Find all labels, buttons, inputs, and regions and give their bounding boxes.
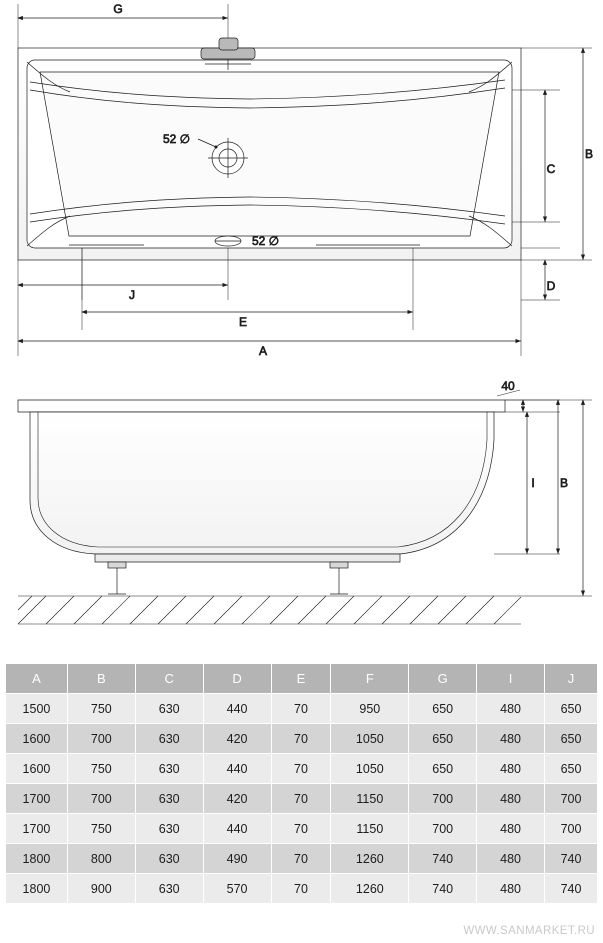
table-row [6,784,598,814]
cell-D: 440 [203,814,271,844]
table-row [6,874,598,904]
cell-I: 480 [477,814,545,844]
cell-I: 480 [477,724,545,754]
cell-F: 1260 [331,844,409,874]
dimension-label-G: G [113,2,123,16]
dimension-table [5,663,598,904]
cell-B: 700 [67,784,135,814]
dimension-label-F: E [238,315,248,329]
cell-A: 1600 [6,724,68,754]
cell-E: 70 [271,844,331,874]
cell-C: 630 [135,874,203,904]
cell-F: 1050 [331,724,409,754]
dimension-label-A: A [258,344,268,358]
cell-B: 900 [67,874,135,904]
cell-B: 750 [67,814,135,844]
annotation-rim-thickness: 40 [501,379,515,393]
cell-C: 630 [135,814,203,844]
cell-D: 490 [203,844,271,874]
cell-B: 750 [67,694,135,724]
cell-C: 630 [135,724,203,754]
cell-D: 420 [203,724,271,754]
cell-G: 650 [409,724,477,754]
cell-E: 70 [271,814,331,844]
cell-D: 570 [203,874,271,904]
cell-I: 480 [477,784,545,814]
cell-C: 630 [135,784,203,814]
cell-B: 750 [67,754,135,784]
dimension-label-D: C [546,162,556,176]
cell-B: 800 [67,844,135,874]
cell-J: 700 [545,814,598,844]
table-row [6,694,598,724]
cell-A: 1600 [6,754,68,784]
cell-F: 950 [331,694,409,724]
cell-C: 630 [135,754,203,784]
cell-B: 700 [67,724,135,754]
cell-G: 650 [409,754,477,784]
table-row [6,754,598,784]
table-row [6,814,598,844]
cell-D: 440 [203,694,271,724]
cell-F: 1050 [331,754,409,784]
cell-F: 1260 [331,874,409,904]
dimension-label-J: J [129,288,135,302]
cell-G: 740 [409,874,477,904]
cell-G: 740 [409,844,477,874]
cell-J: 650 [545,724,598,754]
table-header-G: G [409,664,477,694]
watermark: WWW.SANMARKET.RU [463,925,595,937]
table-header-J: J [545,664,598,694]
table-row [6,724,598,754]
cell-J: 740 [545,874,598,904]
table-header-C: C [135,664,203,694]
cell-E: 70 [271,694,331,724]
table-row [6,844,598,874]
side-section-bathtub [18,400,505,594]
table-header-A: A [6,664,68,694]
cell-I: 480 [477,694,545,724]
cell-I: 480 [477,874,545,904]
annotation-overflow-diameter: 52 ∅ [163,132,191,146]
dimension-label-E: D [546,279,556,293]
cell-J: 650 [545,754,598,784]
floor-hatching [18,596,521,624]
drain-slot [215,236,241,246]
cell-A: 1700 [6,784,68,814]
cell-A: 1800 [6,844,68,874]
cell-A: 1800 [6,874,68,904]
table-header-F: F [331,664,409,694]
cell-G: 650 [409,694,477,724]
cell-D: 440 [203,754,271,784]
cell-E: 70 [271,724,331,754]
cell-G: 700 [409,784,477,814]
dimension-label-C: B [559,476,569,490]
cell-A: 1700 [6,814,68,844]
table-header-row [6,664,598,694]
cell-A: 1500 [6,694,68,724]
annotation-drain-diameter: 52 ∅ [252,234,280,248]
cell-I: 480 [477,754,545,784]
cell-E: 70 [271,784,331,814]
table-header-E: E [271,664,331,694]
cell-D: 420 [203,784,271,814]
cell-C: 630 [135,844,203,874]
cell-J: 700 [545,784,598,814]
table-header-D: D [203,664,271,694]
dimension-label-B: B [584,147,594,161]
table-header-I: I [477,664,545,694]
cell-F: 1150 [331,784,409,814]
bathtub-feet [108,562,348,594]
side-witness-lines [494,390,592,596]
cell-I: 480 [477,844,545,874]
cell-C: 630 [135,694,203,724]
dimension-label-I: I [531,476,535,490]
cell-J: 740 [545,844,598,874]
cell-E: 70 [271,754,331,784]
cell-G: 700 [409,814,477,844]
table-header-B: B [67,664,135,694]
cell-J: 650 [545,694,598,724]
cell-E: 70 [271,874,331,904]
cell-F: 1150 [331,814,409,844]
